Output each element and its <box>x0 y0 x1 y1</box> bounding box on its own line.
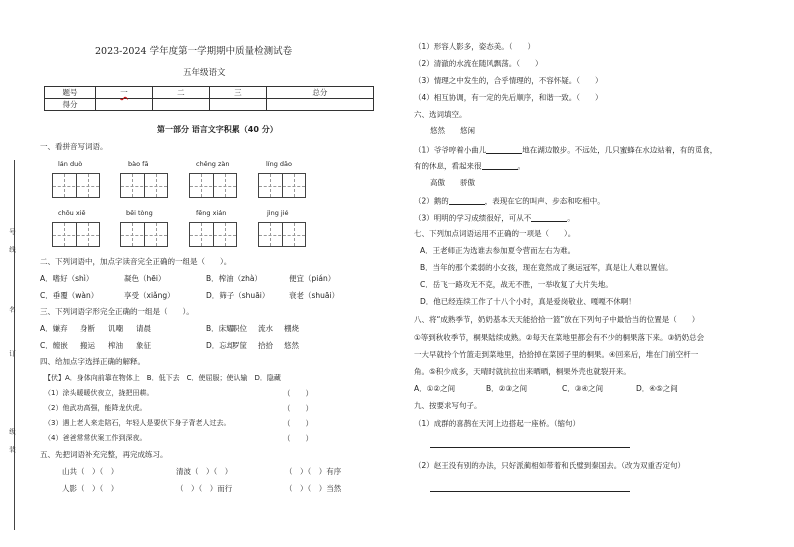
q9-answer-line-2[interactable] <box>430 491 630 492</box>
q9-answer-line-1[interactable] <box>430 447 630 448</box>
q6-title: 六、选词填空。 <box>414 110 467 119</box>
q3-a-4: 请晨 <box>136 324 151 333</box>
q1-title: 一、看拼音写词语。 <box>40 142 108 151</box>
q8-option-b: B．②③之间 <box>486 384 528 393</box>
q6-blank-2[interactable] <box>482 161 518 170</box>
q8-passage-2: 一大早就拎个竹篮走到菜地里，拾拾掉在菜园子里的桐果。④回来后，堆在门前空杆一 <box>414 350 699 359</box>
q3-c-1: C．缠嵌 <box>40 341 68 350</box>
q7-option-b: B．当年的那个柔弱的小女孩，现在竟然成了奥运冠军，真是让人难以置信。 <box>420 263 673 272</box>
q4-item-1: （1）涂头暖暖伏夜立，拢把田耕。 <box>44 389 154 397</box>
q6-blank-1[interactable] <box>486 145 522 154</box>
q6-words-1: 悠然 悠闲 <box>430 126 475 135</box>
q3-d-1: D．忘却 <box>206 341 235 350</box>
q4-paren-4[interactable]: （ ） <box>283 434 313 443</box>
q8-option-c: C．③④之间 <box>562 384 604 393</box>
q3-a-2: 身断 <box>80 324 95 333</box>
margin-label-4: 订 <box>8 350 16 357</box>
q4-paren-3[interactable]: （ ） <box>283 419 313 428</box>
q4-item-3: （3）遇上老人来走陪石，年轻人是要伏下身子背老人过去。 <box>44 419 231 427</box>
q9-title: 九、按要求写句子。 <box>414 401 482 410</box>
q9-sentence-1: （1）成群的喜鹊在天河上边搭起一座桥。（缩句） <box>414 419 581 428</box>
writing-grid[interactable] <box>52 173 100 198</box>
q2-title: 二、下列词语中，加点字读音完全正确的一组是（ ）。 <box>40 257 232 266</box>
q3-c-2: 搬运 <box>80 341 95 350</box>
writing-grid[interactable] <box>189 222 237 247</box>
q3-d-3: 拾拾 <box>258 341 273 350</box>
score-header-cell: 题号 <box>45 87 96 99</box>
exam-title: 2023-2024 学年度第一学期期中质量检测试卷 <box>95 46 293 57</box>
q5-title: 五、先把词语补充完整，再完成练习。 <box>40 450 168 459</box>
score-table <box>44 86 374 111</box>
score-row-label: 得分 <box>45 99 96 111</box>
q5-row1-mid: 清波（ ）（ ） <box>176 467 233 476</box>
margin-label-1: 号 <box>8 228 16 235</box>
writing-grid[interactable] <box>52 222 100 247</box>
q2-option-a2: 凝色（hēi） <box>124 274 166 283</box>
pinyin-5: chōu xiē <box>58 209 86 217</box>
q3-a-3: 讥嘲 <box>108 324 123 333</box>
score-cell[interactable] <box>152 99 209 111</box>
q2-option-b: B．榨油（zhà） <box>206 274 262 283</box>
q2-option-a: A．嗜好（shì） <box>40 274 94 283</box>
margin-label-6: 装 <box>8 446 16 453</box>
q3-b-3: 流水 <box>258 324 273 333</box>
score-header-cell: 一 <box>96 87 153 99</box>
pinyin-8: jìng jié <box>267 209 289 217</box>
q5-row2-mid: （ ）（ ）而行 <box>176 484 233 493</box>
q6-sentence-1-cont: 有的休息，看起来很 。 <box>414 161 525 171</box>
q7-option-a: A．王老师正为选谁去参加夏令营而左右为难。 <box>420 246 576 255</box>
pinyin-2: bào fā <box>128 160 149 168</box>
q3-b-1: B．床耀 <box>206 324 234 333</box>
q3-d-4: 悠然 <box>284 341 299 350</box>
q8-passage-1: ①等到秋收季节，桐果陆续成熟。②每天在菜地里都会有不少的桐果落下来。③奶奶总会 <box>414 333 705 342</box>
q6-sentence-3: （3）明明的学习成绩很好，可从不 。 <box>414 213 575 223</box>
q2-option-c: C．垂覆（wàn） <box>40 291 99 300</box>
q3-b-4: 棚烧 <box>284 324 299 333</box>
binding-line <box>14 160 15 530</box>
q3-title: 三、下列词语字形完全正确的一组是（ ）。 <box>40 307 194 316</box>
q6-sentence-2: （2）鹅的 ，表现在它的叫声、步态和吃相中。 <box>414 196 605 206</box>
q6-words-2: 高傲 骄傲 <box>430 178 475 187</box>
q4-options: 【伏】A．身体向前靠在物体上 B．低下去 C．使屈服；使认输 D．隐藏 <box>44 374 281 382</box>
q2-option-d2: 衰老（shuāi） <box>289 291 340 300</box>
q5-def-2: （2）清澈的水流在随风飘荡。（ ） <box>414 59 543 68</box>
margin-label-5: 级 <box>8 428 16 435</box>
q6-sentence-1: （1）爷爷哼着小曲儿 地在湖边散步。不远处，几只蜜蜂在水边站着，有的觅食， <box>414 145 718 155</box>
q2-option-b2: 便宜（pián） <box>289 274 336 283</box>
score-cell[interactable] <box>96 99 153 111</box>
q3-b-2: 职位 <box>232 324 247 333</box>
q5-row2-left: 人影（ ）（ ） <box>62 484 119 493</box>
q5-def-1: （1）形容人影多，姿态美。（ ） <box>414 42 536 51</box>
q4-paren-1[interactable]: （ ） <box>283 389 313 398</box>
q9-sentence-2: （2）赵王没有别的办法，只好派蔺相如带着和氏璧到秦国去。（改为双重否定句） <box>414 461 686 470</box>
q5-row1-left: 山共（ ）（ ） <box>62 467 119 476</box>
score-header-cell: 三 <box>209 87 266 99</box>
q3-d-2: 罗筐 <box>232 341 247 350</box>
q4-paren-2[interactable]: （ ） <box>283 404 313 413</box>
writing-grid[interactable] <box>189 173 237 198</box>
pinyin-7: fēng xián <box>196 209 227 217</box>
score-header-cell: 总分 <box>266 87 373 99</box>
q6-blank-3[interactable] <box>449 196 485 205</box>
q4-item-4: （4）爸爸常常伏案工作到深夜。 <box>44 434 147 442</box>
score-cell[interactable] <box>209 99 266 111</box>
q2-option-c2: 享受（xiǎng） <box>124 291 175 300</box>
part1-heading: 第一部分 语言文字积累（40 分） <box>157 125 278 134</box>
pinyin-3: chěng zàn <box>196 160 230 168</box>
writing-grid[interactable] <box>258 173 306 198</box>
score-header-cell: 二 <box>152 87 209 99</box>
q8-passage-3: 角。⑤积少成多，天晴时就抗拉出来晒晒，桐果外壳也就裂开来。 <box>414 367 631 376</box>
margin-label-3: 名 <box>8 306 16 313</box>
q5-row1-right: （ ）（ ）有序 <box>285 467 342 476</box>
q2-option-d: D．筛子（shuāi） <box>206 291 270 300</box>
q7-option-c: C．岳飞一路攻无不克，战无不胜，一举收复了大片失地。 <box>420 280 613 289</box>
q5-row2-right: （ ）（ ）当然 <box>285 484 342 493</box>
q3-a-1: A．嫌弃 <box>40 324 68 333</box>
pinyin-1: lán duò <box>58 160 83 168</box>
q4-item-2: （2）他武功高强，能降龙伏虎。 <box>44 404 147 412</box>
writing-grid[interactable] <box>258 222 306 247</box>
q7-title: 七、下列加点词语运用不正确的一项是（ ）。 <box>414 229 576 238</box>
q5-def-4: （4）相互协调，有一定的先后顺序，和谐一致。（ ） <box>414 93 603 102</box>
score-cell[interactable] <box>266 99 373 111</box>
q8-option-a: A．①②之间 <box>414 384 456 393</box>
writing-grid[interactable] <box>120 173 168 198</box>
q3-c-4: 象征 <box>136 341 151 350</box>
q8-title: 八、将“成熟季节，奶奶基本天天能拾拾一篮”放在下列句子中最恰当的位置是（ ） <box>414 315 700 324</box>
pinyin-6: bēi tòng <box>126 209 153 217</box>
exam-subtitle: 五年级语文 <box>183 68 226 78</box>
writing-grid[interactable] <box>120 222 168 247</box>
q8-option-d: D．④⑤之间 <box>636 384 678 393</box>
margin-label-2: 线 <box>8 246 16 253</box>
q7-option-d: D．他已经连续工作了十八个小时，真是爱岗敬业、嘎嘎不休啊！ <box>420 297 636 306</box>
pinyin-4: líng dāo <box>266 160 293 168</box>
q6-blank-4[interactable] <box>531 213 567 222</box>
q4-title: 四、给加点字选择正确的解释。 <box>40 357 145 366</box>
q5-def-3: （3）情理之中发生的，合乎情理的，不容怀疑。（ ） <box>414 76 603 85</box>
q3-c-3: 榨油 <box>108 341 123 350</box>
